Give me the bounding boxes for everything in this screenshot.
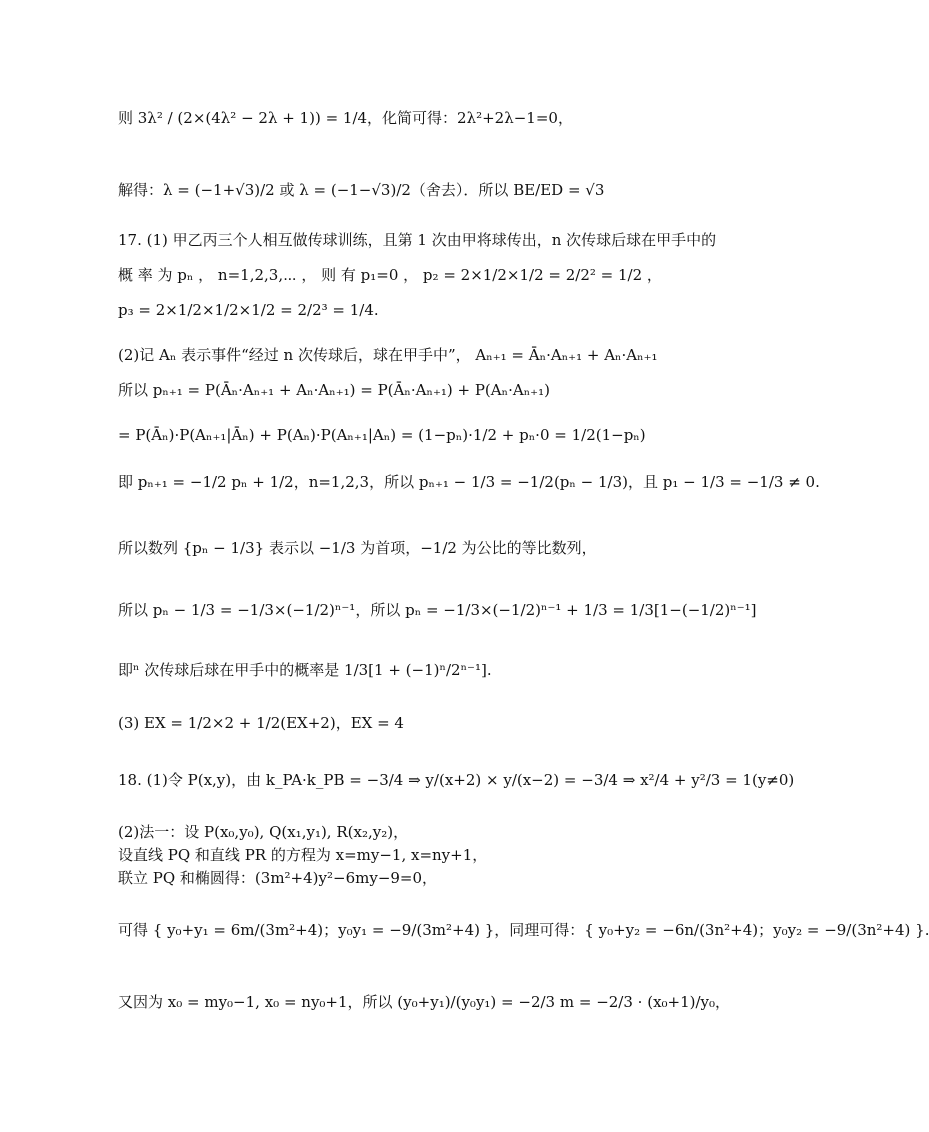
text-line: 设直线 PQ 和直线 PR 的方程为 x=my−1, x=ny+1， — [118, 846, 488, 864]
text-line: = P(Āₙ)·P(Aₙ₊₁|Āₙ) + P(Aₙ)·P(Aₙ₊₁|Aₙ) = (1−pₙ)·1/2 + pₙ·0 = 1/2(1−pₙ) — [118, 426, 646, 444]
text-line: 概 率 为 pₙ ， n=1,2,3,⋯ ， 则 有 p₁=0 ， p₂ = 2×1/2×1/2 = 2/2² = 1/2 ， — [118, 266, 662, 284]
text-line: 可得 { y₀+y₁ = 6m/(3m²+4)；y₀y₁ = −9/(3m²+4) }，同理可得：{ y₀+y₂ = −6n/(3n²+4)；y₀y₂ = −9/(3n²+4) }. — [118, 921, 929, 939]
text-line: (3) EX = 1/2×2 + 1/2(EX+2)，EX = 4 — [118, 714, 404, 732]
text-line: 即 pₙ₊₁ = −1/2 pₙ + 1/2，n=1,2,3，所以 pₙ₊₁ − 1/3 = −1/2(pₙ − 1/3)，且 p₁ − 1/3 = −1/3 ≠ 0. — [118, 473, 820, 491]
text-line: 则 3λ² / (2×(4λ² − 2λ + 1)) = 1/4，化简可得：2λ²+2λ−1=0， — [118, 109, 573, 127]
text-line: 所以数列 {pₙ − 1/3} 表示以 −1/3 为首项，−1/2 为公比的等比数列， — [118, 539, 597, 557]
text-line: 又因为 x₀ = my₀−1, x₀ = ny₀+1，所以 (y₀+y₁)/(y₀y₁) = −2/3 m = −2/3 · (x₀+1)/y₀， — [118, 993, 731, 1011]
text-line: 解得：λ = (−1+√3)/2 或 λ = (−1−√3)/2（舍去）．所以 BE/ED = √3 — [118, 181, 605, 199]
text-line: 即ⁿ 次传球后球在甲手中的概率是 1/3[1 + (−1)ⁿ/2ⁿ⁻¹]. — [118, 661, 492, 679]
text-line: 联立 PQ 和椭圆得：(3m²+4)y²−6my−9=0， — [118, 869, 438, 887]
text-line: 所以 pₙ₊₁ = P(Āₙ·Aₙ₊₁ + Aₙ·Aₙ₊₁) = P(Āₙ·Aₙ₊₁) + P(Aₙ·Aₙ₊₁) — [118, 381, 550, 399]
text-line: 18. (1)令 P(x,y)，由 k_PA·k_PB = −3/4 ⇒ y/(x+2) × y/(x−2) = −3/4 ⇒ x²/4 + y²/3 = 1(y≠0) — [118, 771, 795, 789]
text-line: 17. (1) 甲乙丙三个人相互做传球训练，且第 1 次由甲将球传出，n 次传球后球在甲手中的 — [118, 231, 717, 249]
text-line: p₃ = 2×1/2×1/2×1/2 = 2/2³ = 1/4. — [118, 301, 379, 319]
text-line: (2)法一：设 P(x₀,y₀), Q(x₁,y₁), R(x₂,y₂)， — [118, 823, 409, 841]
text-line: 所以 pₙ − 1/3 = −1/3×(−1/2)ⁿ⁻¹，所以 pₙ = −1/3×(−1/2)ⁿ⁻¹ + 1/3 = 1/3[1−(−1/2)ⁿ⁻¹] — [118, 601, 757, 619]
text-line: (2)记 Aₙ 表示事件“经过 n 次传球后，球在甲手中”， Aₙ₊₁ = Āₙ·Aₙ₊₁ + Aₙ·Aₙ₊₁ — [118, 346, 658, 364]
